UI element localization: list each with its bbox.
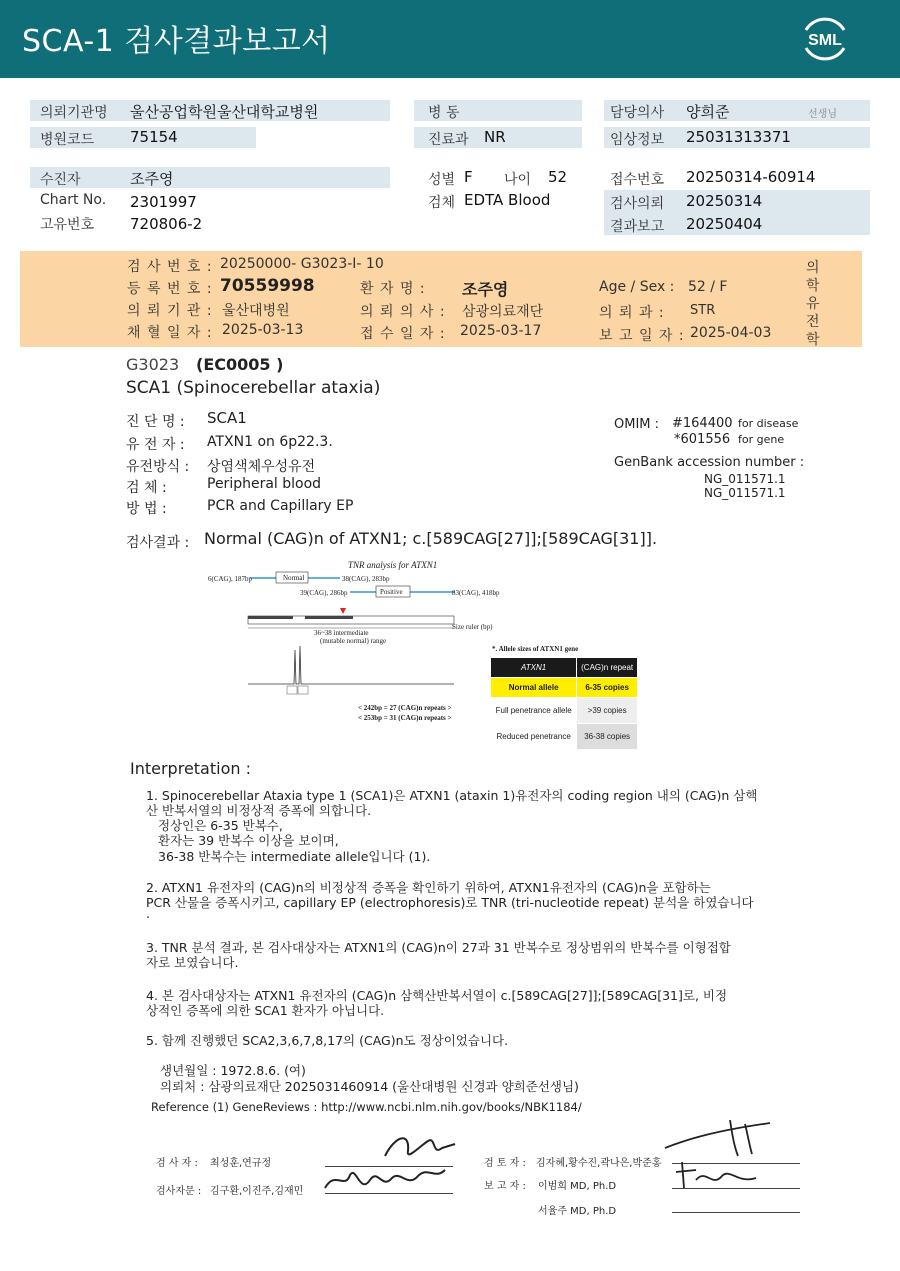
side-char-3: 유 [806,296,820,312]
reporter2-name: 서율주 MD, Ph.D [538,1206,617,1217]
reg-no-value: 70559998 [220,276,315,296]
ward-label: 병 동 [428,105,460,121]
report-header [0,0,900,78]
org-label: 의 뢰 기 관 : [127,303,213,319]
side-char-5: 학 [806,332,820,348]
agesex-value: 52 / F [688,279,728,295]
receipt-label: 접수번호 [610,172,665,188]
referring-org-value: 울산공업학원울산대학교병원 [130,103,319,121]
inherit-label: 유전방식 : [126,459,190,475]
interp-p2c: . [146,906,150,921]
fig-range: 36~38 intermediate [314,629,369,637]
report-band-label: 보 고 일 자 : [599,328,685,344]
uid-value: 720806-2 [130,215,203,233]
genbank-id-2: NG_011571.1 [704,486,786,500]
hospital-code-value: 75154 [130,128,178,146]
interp-p1d: 환자는 39 반복수 이상을 보이며, [158,833,339,848]
request-label: 검사의뢰 [610,196,665,212]
allele-table-title: *. Allele sizes of ATXN1 gene [492,645,579,653]
interp-p2b: PCR 산물을 증폭시키고, capillary EP (electrophoresis)로 TNR (tri-nucleotide repeat) 분석을 하였습니다 [146,895,754,910]
agesex-label: Age / Sex : [599,279,675,295]
doctor-suffix: 선생님 [808,109,837,120]
sex-value: F [464,168,473,186]
clinical-label: 임상정보 [610,132,665,148]
interp-p4a: 4. 본 검사대상자는 ATXN1 유전자의 (CAG)n 삼핵산반복서열이 c.[589CAG[27]];[589CAG[31]로, 비정 [146,988,728,1003]
pt-name-value: 조주영 [462,280,509,299]
test-code: G3023 [126,355,180,374]
specimen-label: 검체 [428,195,456,211]
reference: Reference (1) GeneReviews : http://www.ncbi.nlm.nih.gov/books/NBK1184/ [151,1100,582,1114]
result-value: Normal (CAG)n of ATXN1; c.[589CAG[27]];[589CAG[31]]. [204,529,658,548]
side-char-4: 전 [806,314,820,330]
spec-label: 검 체 : [126,480,167,496]
fig-right2: 83(CAG), 418bp [452,589,500,597]
diag-label: 진 단 명 : [126,414,185,430]
interp-p1a: 1. Spinocerebellar Ataxia type 1 (SCA1)은 ATXN1 (ataxin 1)유전자의 coding region 내의 (CAG)n 삼핵 [146,788,758,803]
patient-box [30,167,390,188]
fig-rep2: < 253bp = 31 (CAG)n repeats > [358,714,452,722]
chart-label: Chart No. [40,192,107,208]
method-value: PCR and Capillary EP [207,498,354,514]
test-code-paren: (EC0005 ) [196,355,284,374]
sex-label: 성별 [428,172,456,188]
patient-value: 조주영 [130,170,174,188]
fig-normal: Normal [283,574,305,582]
omim-gene-id: *601556 [674,432,731,447]
omim-disease-id: #164400 [672,416,733,431]
omim-gene-for: for gene [738,433,785,446]
allele-r3c2: 36-38 copies [577,724,638,750]
org-value: 울산대병원 [222,303,290,319]
uid-label: 고유번호 [40,217,95,233]
fig-range2: (mutable normal) range [320,637,387,645]
genbank-id-1: NG_011571.1 [704,472,786,486]
reporter2-signature-line [672,1212,800,1213]
fig-ruler: Size ruler (bp) [452,623,493,631]
patient-label: 수진자 [40,172,81,188]
reg-no-label: 등 록 번 호 : [127,281,213,297]
allele-r2c1: Full penetrance allele [491,698,577,724]
age-label: 나이 [504,172,532,188]
reporter-signature-icon [672,1158,762,1192]
doctor-label: 담당의사 [610,105,665,121]
sml-logo-icon [798,14,852,62]
tester-label: 검 사 자 : [156,1158,198,1169]
interp-p1b: 산 반복서열의 비정상적 증폭에 의합니다. [146,803,372,818]
interp-p3a: 3. TNR 분석 결과, 본 검사대상자는 ATXN1의 (CAG)n이 27과 31 반복수로 정상범위의 반복수를 이형접합 [146,940,731,955]
referring-org-label: 의뢰기관명 [40,105,108,121]
interp-p1e: 36-38 반복수는 intermediate allele입니다 (1). [158,849,431,864]
genbank-label: GenBank accession number : [614,455,805,470]
allele-r3c1: Reduced penetrance [491,724,577,750]
interp-p5: 5. 함께 진행했던 SCA2,3,6,7,8,17의 (CAG)n도 정상이었습니다. [146,1033,509,1048]
birth-date: 생년월일 : 1972.8.6. (여) [160,1063,306,1078]
collect-value: 2025-03-13 [222,322,304,338]
chart-value: 2301997 [130,193,197,211]
req-dept-value: STR [690,303,716,318]
advisor-label: 검사자문 : [156,1186,202,1197]
reviewer-names: 김자혜,황수진,곽나은,박준홍 [536,1158,662,1169]
age-value: 52 [548,168,568,186]
allele-table [490,657,638,750]
report-date-label: 결과보고 [610,219,665,235]
inherit-value: 상염색체우성유전 [207,459,316,475]
disease-title: SCA1 (Spinocerebellar ataxia) [126,378,381,398]
fig-left2: 39(CAG), 286bp [300,589,348,597]
diag-value: SCA1 [207,409,247,427]
report-title: SCA-1 검사결과보고서 [22,24,331,59]
fig-right1: 38(CAG), 283bp [342,575,390,583]
allele-th-1: ATXN1 [491,658,577,678]
test-no-label: 검 사 번 호 : [127,259,213,275]
interp-p1c: 정상인은 6-35 반복수, [158,818,283,833]
fig-left1: 6(CAG), 187bp [208,575,252,583]
method-label: 방 법 : [126,501,167,517]
req-doc-label: 의 뢰 의 사 : [360,304,446,320]
pt-name-label: 환 자 명 : [360,281,426,297]
specimen-value: EDTA Blood [464,191,551,209]
doctor-value: 양희준 [686,103,730,121]
figure-title: TNR analysis for ATXN1 [348,560,438,570]
collect-label: 채 혈 일 자 : [127,325,213,341]
fig-positive: Positive [380,588,403,596]
req-doc-value: 삼광의료재단 [462,304,544,320]
logo-text: SML [808,32,842,49]
reporter-label: 보 고 자 : [484,1181,526,1192]
reviewer-signature-icon [660,1118,780,1158]
interp-p4b: 상적인 증폭에 의한 SCA1 환자가 아닙니다. [146,1003,385,1018]
req-dept-label: 의 뢰 과 : [599,305,665,321]
side-char-1: 의 [806,260,820,276]
tester-names: 최성훈,연규정 [210,1158,272,1169]
side-char-2: 학 [806,278,820,294]
omim-label: OMIM : [614,417,660,432]
reviewer-label: 검 토 자 : [484,1158,526,1169]
interpretation-heading: Interpretation : [130,759,251,778]
spec-value: Peripheral blood [207,476,322,492]
advisor-names: 김구환,이진주,김재민 [210,1186,304,1197]
omim-disease-for: for disease [738,417,799,430]
allele-th-2: (CAG)n repeat [577,658,638,678]
interp-p3b: 자로 보였습니다. [146,955,239,970]
requester: 의뢰처 : 삼광의료재단 2025031460914 (울산대병원 신경과 양희준선생님) [160,1079,579,1094]
advisor-signature-icon [320,1160,450,1200]
hospital-code-label: 병원코드 [40,132,95,148]
report-date-value: 20250404 [686,215,763,233]
fig-rep1: < 242bp = 27 (CAG)n repeats > [358,704,452,712]
interp-p2a: 2. ATXN1 유전자의 (CAG)n의 비정상적 증폭을 확인하기 위하여, ATXN1유전자의 (CAG)n을 포함하는 [146,880,711,895]
dept-label: 진료과 [428,132,469,148]
result-label: 검사결과 : [126,535,190,551]
receive-value: 2025-03-17 [460,323,542,339]
request-value: 20250314 [686,192,763,210]
dept-value: NR [484,128,506,146]
allele-r1c1: Normal allele [491,678,577,698]
allele-r1c2: 6-35 copies [577,678,638,698]
allele-r2c2: >39 copies [577,698,638,724]
receive-label: 접 수 일 자 : [360,326,446,342]
test-no-value: 20250000- G3023-I- 10 [220,256,384,272]
gene-value: ATXN1 on 6p22.3. [207,434,333,450]
report-band-value: 2025-04-03 [690,325,772,341]
reporter-name: 이범희 MD, Ph.D [538,1181,617,1192]
gene-label: 유 전 자 : [126,437,185,453]
receipt-value: 20250314-60914 [686,168,816,186]
clinical-value: 25031313371 [686,128,791,146]
